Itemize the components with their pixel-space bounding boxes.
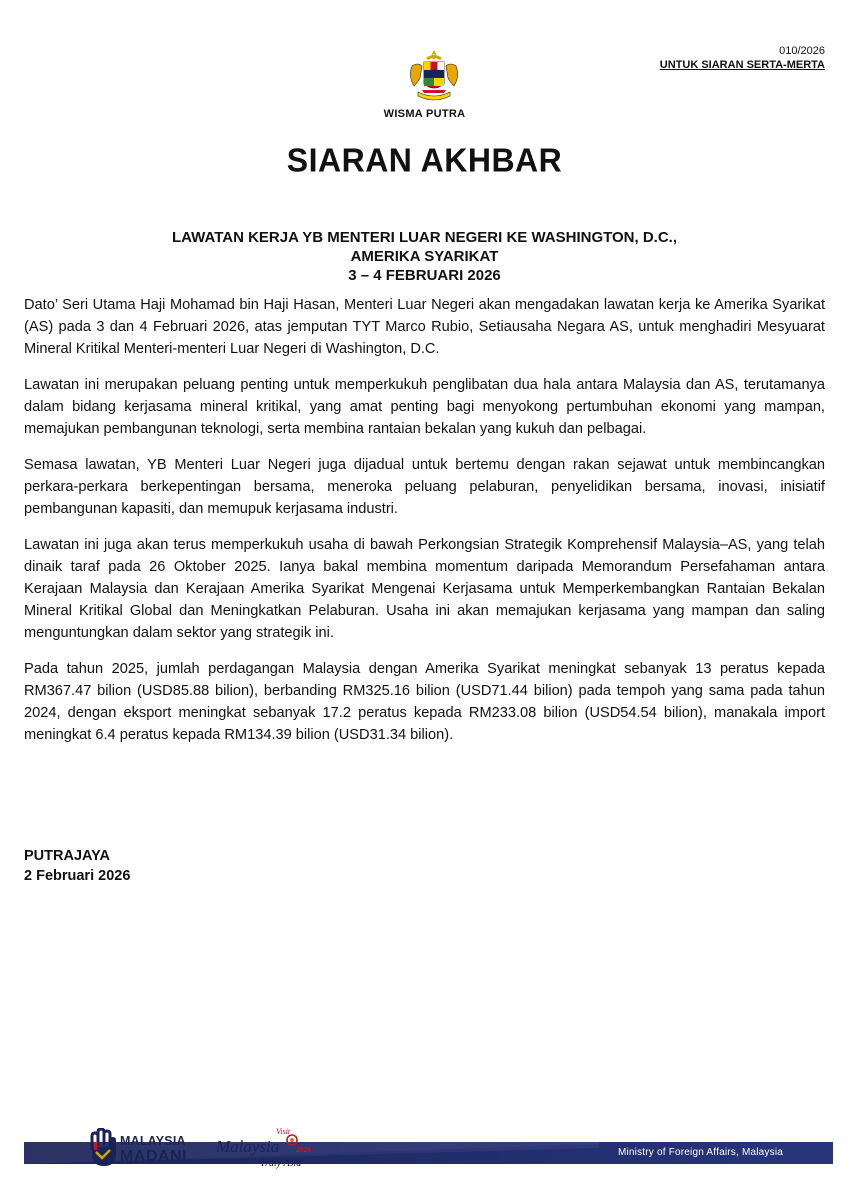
reference-block	[660, 44, 825, 72]
malaysia-madani-wordmark	[120, 1134, 187, 1164]
press-release-body	[24, 294, 825, 760]
heading-line-1: LAWATAN KERJA YB MENTERI LUAR NEGERI KE WASHINGTON, D.C.,	[171, 229, 678, 246]
svg-text:Malaysia: Malaysia	[216, 1137, 280, 1156]
madani-line-1: MALAYSIA	[120, 1134, 186, 1148]
reference-number: 010/2026	[779, 45, 825, 57]
signoff-date: 2 Februari 2026	[24, 868, 131, 884]
ministry-name: Ministry of Foreign Affairs, Malaysia	[617, 1147, 783, 1158]
paragraph-4: Lawatan ini juga akan terus memperkukuh usaha di bawah Perkongsian Strategik Komprehensif Malaysia–AS, yang telah dinaik taraf pada 26 Oktober 2025. Ianya bakal membina momentum daripada Memorandum Persefahaman antara Kerajaan Malaysia dan Kerajaan Amerika Syarikat Mengenai Kerjasama untuk Memperkembangkan Rantaian Bekalan Mineral Kritikal Global dan Meningkatkan Pelaburan. Usaha ini akan memajukan kerjasama yang mampan dan saling menguntungkan dalam sektor yang strategik ini.	[24, 537, 825, 641]
page-title: SIARAN AKHBAR	[286, 141, 563, 179]
paragraph-5: Pada tahun 2025, jumlah perdagangan Malaysia dengan Amerika Syarikat meningkat sebanyak 13 peratus kepada RM367.47 bilion (USD85.88 bilion), berbanding RM325.16 bilion (USD71.44 bilion) pada tempoh yang sama pada tahun 2024, dengan eksport meningkat sebanyak 17.2 peratus kepada RM233.08 bilion (USD54.54 bilion), manakala import meningkat 6.4 peratus kepada RM134.39 bilion (USD31.34 bilion).	[24, 661, 825, 743]
signoff-place: PUTRAJAYA	[24, 848, 110, 864]
svg-text:Visit: Visit	[276, 1127, 291, 1136]
paragraph-1: Dato’ Seri Utama Haji Mohamad bin Haji Hasan, Menteri Luar Negeri akan mengadakan lawatan kerja ke Amerika Syarikat (AS) pada 3 dan 4 Februari 2026, atas jemputan TYT Marco Rubio, Setiausaha Negara AS, untuk menghadiri Mesyuarat Mineral Kritikal Menteri-menteri Luar Negeri di Washington, D.C.	[24, 297, 825, 357]
svg-text:Truly Asia: Truly Asia	[260, 1158, 302, 1169]
svg-text:2026: 2026	[296, 1147, 312, 1154]
malaysia-madani-logo-icon	[88, 1128, 118, 1170]
madani-line-2: MADANI	[120, 1148, 187, 1165]
visit-malaysia-2026-logo-icon	[214, 1122, 318, 1172]
heading-line-2: AMERIKA SYARIKAT	[350, 248, 499, 265]
paragraph-3: Semasa lawatan, YB Menteri Luar Negeri juga dijadual untuk bertemu dengan rakan sejawat untuk membincangkan perkara-perkara berkepentingan bersama, meneroka peluang pelaburan, penyelidikan bersama, inovasi, inisiatif pembangunan kapasiti, dan memupuk kerjasama industri.	[24, 457, 825, 517]
heading-line-3: 3 – 4 FEBRUARI 2026	[348, 267, 501, 284]
coat-of-arms-icon	[404, 48, 464, 106]
press-release-heading	[0, 228, 849, 285]
department-name: WISMA PUTRA	[383, 108, 466, 120]
signoff	[24, 846, 130, 886]
paragraph-2: Lawatan ini merupakan peluang penting untuk memperkukuh penglibatan dua hala antara Malaysia dan AS, terutamanya dalam bidang kerjasama mineral kritikal, yang amat penting bagi menyokong pertumbuhan ekonomi yang mampan, memajukan pembangunan teknologi, serta membina rantaian bekalan yang kukuh dan pelbagai.	[24, 377, 825, 437]
release-notice: UNTUK SIARAN SERTA-MERTA	[659, 59, 825, 71]
